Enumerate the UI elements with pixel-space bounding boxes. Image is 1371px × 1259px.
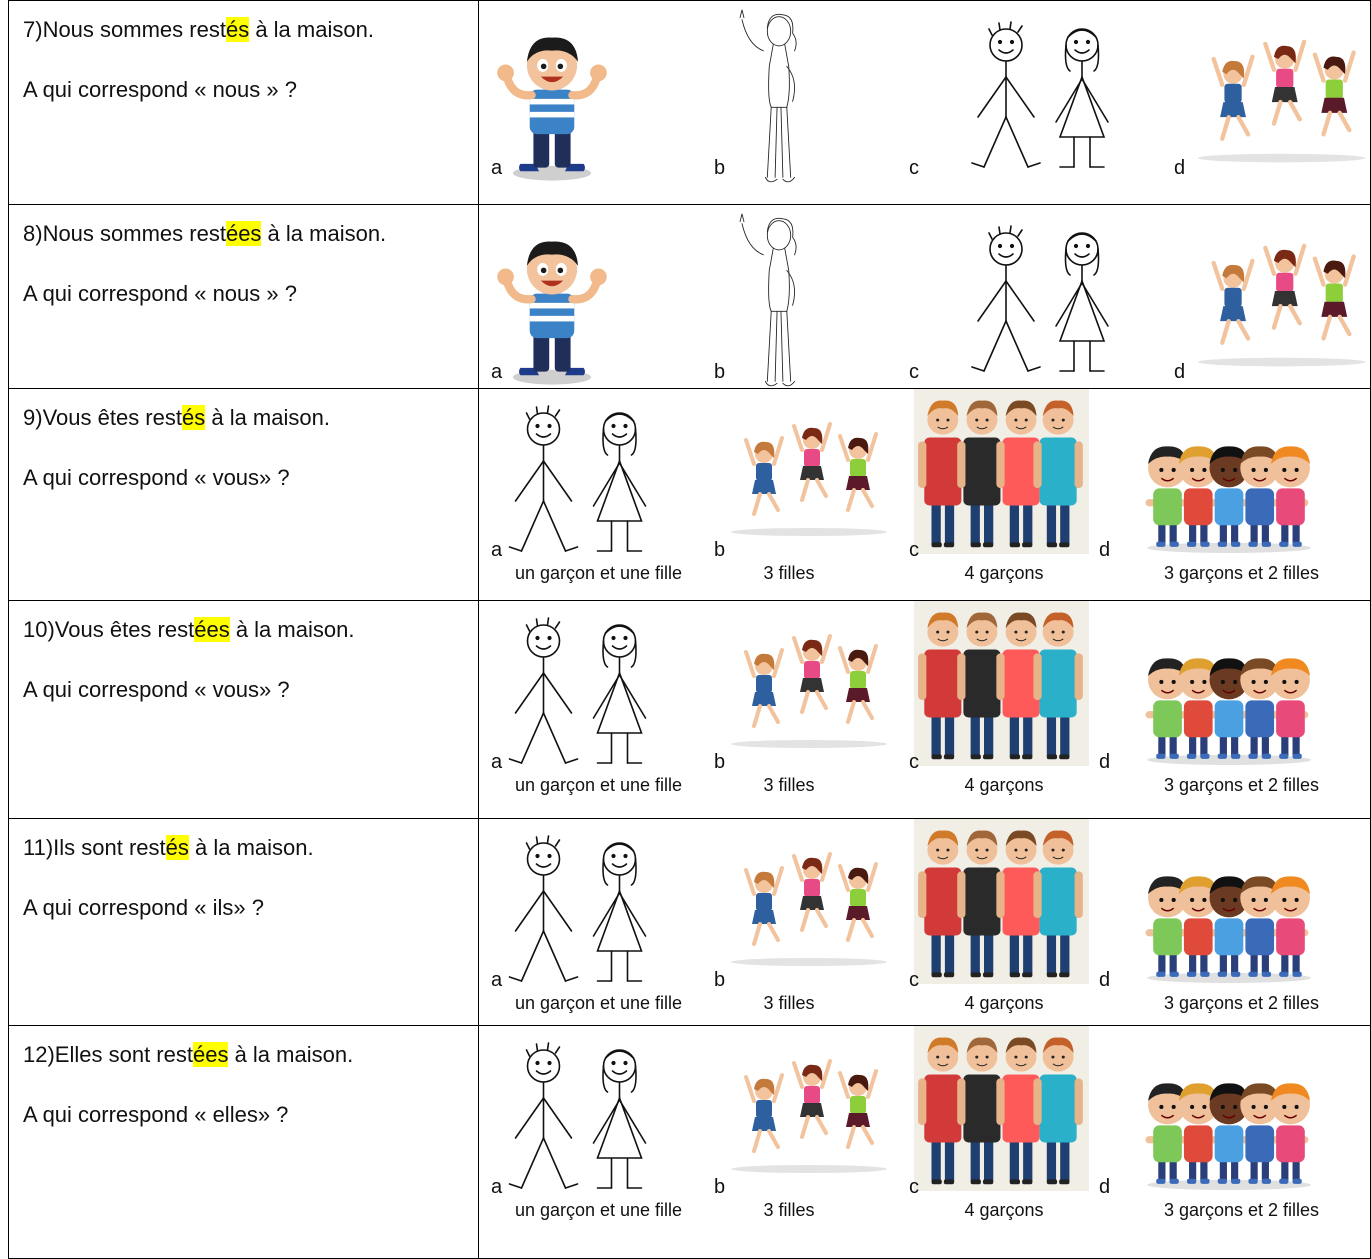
- question-row: [9, 205, 1371, 389]
- question-number: 10): [23, 617, 55, 642]
- question-prompt: A qui correspond « vous» ?: [23, 465, 290, 490]
- girl-sketch-image[interactable]: [729, 210, 829, 395]
- answer-images-cell: [479, 1, 1371, 205]
- option-a-label[interactable]: a: [491, 539, 503, 561]
- question-prompt: A qui correspond « nous » ?: [23, 77, 297, 102]
- option-c-label[interactable]: c: [909, 1176, 919, 1198]
- question-prompt: A qui correspond « ils» ?: [23, 895, 264, 920]
- question-sentence: [23, 615, 478, 645]
- highlighted-ending: ées: [225, 221, 262, 246]
- three-jumping-girls-image[interactable]: [724, 414, 894, 544]
- question-row: [9, 1, 1371, 205]
- highlighted-ending: és: [225, 17, 250, 42]
- answer-images-cell: [479, 205, 1371, 389]
- option-b-label[interactable]: b: [714, 539, 726, 561]
- option-a-label[interactable]: a: [491, 969, 503, 991]
- option-a-label[interactable]: a: [491, 751, 503, 773]
- option-b-label[interactable]: b: [714, 969, 726, 991]
- option-c-label[interactable]: c: [909, 539, 919, 561]
- stick-boy-and-girl-image[interactable]: [494, 401, 669, 561]
- option-b-label[interactable]: b: [714, 361, 726, 383]
- answer-images-cell: [479, 601, 1371, 819]
- sentence-start: Elles sont rest: [54, 1042, 193, 1067]
- question-row: [9, 819, 1371, 1026]
- three-jumping-girls-image[interactable]: [724, 1051, 894, 1181]
- stick-boy-and-girl-image[interactable]: [494, 831, 669, 991]
- option-a-caption: un garçon et une fille: [514, 563, 683, 583]
- option-d-label[interactable]: d: [1099, 539, 1111, 561]
- option-a-label[interactable]: a: [491, 361, 503, 383]
- option-b-caption: 3 filles: [763, 993, 815, 1013]
- question-sentence: [23, 833, 478, 863]
- option-d-caption: 3 garçons et 2 filles: [1163, 563, 1320, 583]
- waving-boy-image[interactable]: [487, 225, 617, 390]
- question-number: 12): [23, 1042, 55, 1067]
- option-d-caption: 3 garçons et 2 filles: [1163, 775, 1320, 795]
- sentence-end: à la maison.: [229, 617, 355, 642]
- option-b-label[interactable]: b: [714, 1176, 726, 1198]
- sentence-end: à la maison.: [228, 1042, 354, 1067]
- question-sentence: [23, 403, 478, 433]
- option-a-label[interactable]: a: [491, 157, 503, 179]
- question-prompt: A qui correspond « elles» ?: [23, 1102, 289, 1127]
- question-row: [9, 389, 1371, 601]
- question-number: 8): [23, 221, 43, 246]
- question-cell: [9, 205, 479, 389]
- sentence-start: Ils sont rest: [53, 835, 166, 860]
- answer-images-cell: [479, 389, 1371, 601]
- option-d-label[interactable]: d: [1099, 1176, 1111, 1198]
- question-prompt: A qui correspond « vous» ?: [23, 677, 290, 702]
- option-d-caption: 3 garçons et 2 filles: [1163, 993, 1320, 1013]
- group-of-kids-image[interactable]: [1119, 429, 1339, 554]
- highlighted-ending: ées: [192, 1042, 229, 1067]
- stick-boy-and-girl-image[interactable]: [494, 1038, 669, 1198]
- question-row: [9, 1026, 1371, 1259]
- three-jumping-girls-image[interactable]: [724, 844, 894, 974]
- stick-boy-and-girl-image[interactable]: [494, 613, 669, 773]
- option-b-label[interactable]: b: [714, 157, 726, 179]
- option-b-label[interactable]: b: [714, 751, 726, 773]
- question-number: 11): [23, 835, 54, 860]
- option-d-label[interactable]: d: [1099, 969, 1111, 991]
- highlighted-ending: ées: [194, 617, 230, 642]
- question-row: [9, 601, 1371, 819]
- group-of-kids-image[interactable]: [1119, 859, 1339, 984]
- option-c-caption: 4 garçons: [964, 1200, 1044, 1220]
- answer-images-cell: [479, 819, 1371, 1026]
- sentence-start: Nous sommes rest: [42, 17, 226, 42]
- option-c-caption: 4 garçons: [964, 993, 1044, 1013]
- sentence-end: à la maison.: [261, 221, 387, 246]
- four-boys-image[interactable]: [914, 1026, 1089, 1191]
- option-d-label[interactable]: d: [1174, 157, 1186, 179]
- question-sentence: [23, 1040, 478, 1070]
- stick-boy-and-girl-image[interactable]: [919, 17, 1169, 177]
- option-c-caption: 4 garçons: [964, 563, 1044, 583]
- sentence-end: à la maison.: [249, 17, 374, 42]
- option-a-caption: un garçon et une fille: [514, 993, 683, 1013]
- question-prompt: A qui correspond « nous » ?: [23, 281, 297, 306]
- option-a-caption: un garçon et une fille: [514, 775, 683, 795]
- four-boys-image[interactable]: [914, 389, 1089, 554]
- highlighted-ending: és: [165, 835, 189, 860]
- question-sentence: [23, 219, 478, 249]
- option-c-caption: 4 garçons: [964, 775, 1044, 795]
- answer-images-cell: [479, 1026, 1371, 1259]
- option-c-label[interactable]: c: [909, 969, 919, 991]
- sentence-start: Vous êtes rest: [42, 405, 182, 430]
- option-b-caption: 3 filles: [763, 1200, 815, 1220]
- question-cell: [9, 601, 479, 819]
- option-b-caption: 3 filles: [763, 775, 815, 795]
- sentence-start: Vous êtes rest: [54, 617, 195, 642]
- question-cell: [9, 1, 479, 205]
- three-jumping-girls-image[interactable]: [724, 626, 894, 756]
- four-boys-image[interactable]: [914, 819, 1089, 984]
- three-jumping-girls-image[interactable]: [1189, 31, 1371, 171]
- question-number: 9): [23, 405, 43, 430]
- option-b-caption: 3 filles: [763, 563, 815, 583]
- exercise-table: [8, 0, 1371, 1259]
- option-c-label[interactable]: c: [909, 751, 919, 773]
- option-a-label[interactable]: a: [491, 1176, 503, 1198]
- waving-boy-image[interactable]: [487, 21, 617, 186]
- group-of-kids-image[interactable]: [1119, 641, 1339, 766]
- question-cell: [9, 1026, 479, 1259]
- question-number: 7): [23, 17, 43, 42]
- highlighted-ending: és: [181, 405, 206, 430]
- option-c-label[interactable]: c: [909, 157, 919, 179]
- option-d-caption: 3 garçons et 2 filles: [1163, 1200, 1320, 1220]
- option-d-label[interactable]: d: [1174, 361, 1186, 383]
- four-boys-image[interactable]: [914, 601, 1089, 766]
- option-c-label[interactable]: c: [909, 361, 919, 383]
- sentence-end: à la maison.: [188, 835, 314, 860]
- stick-boy-and-girl-image[interactable]: [919, 221, 1169, 381]
- question-cell: [9, 819, 479, 1026]
- option-a-caption: un garçon et une fille: [514, 1200, 683, 1220]
- question-sentence: [23, 15, 478, 45]
- girl-sketch-image[interactable]: [729, 6, 829, 191]
- sentence-start: Nous sommes rest: [42, 221, 226, 246]
- three-jumping-girls-image[interactable]: [1189, 235, 1371, 375]
- sentence-end: à la maison.: [205, 405, 330, 430]
- question-cell: [9, 389, 479, 601]
- option-d-label[interactable]: d: [1099, 751, 1111, 773]
- group-of-kids-image[interactable]: [1119, 1066, 1339, 1191]
